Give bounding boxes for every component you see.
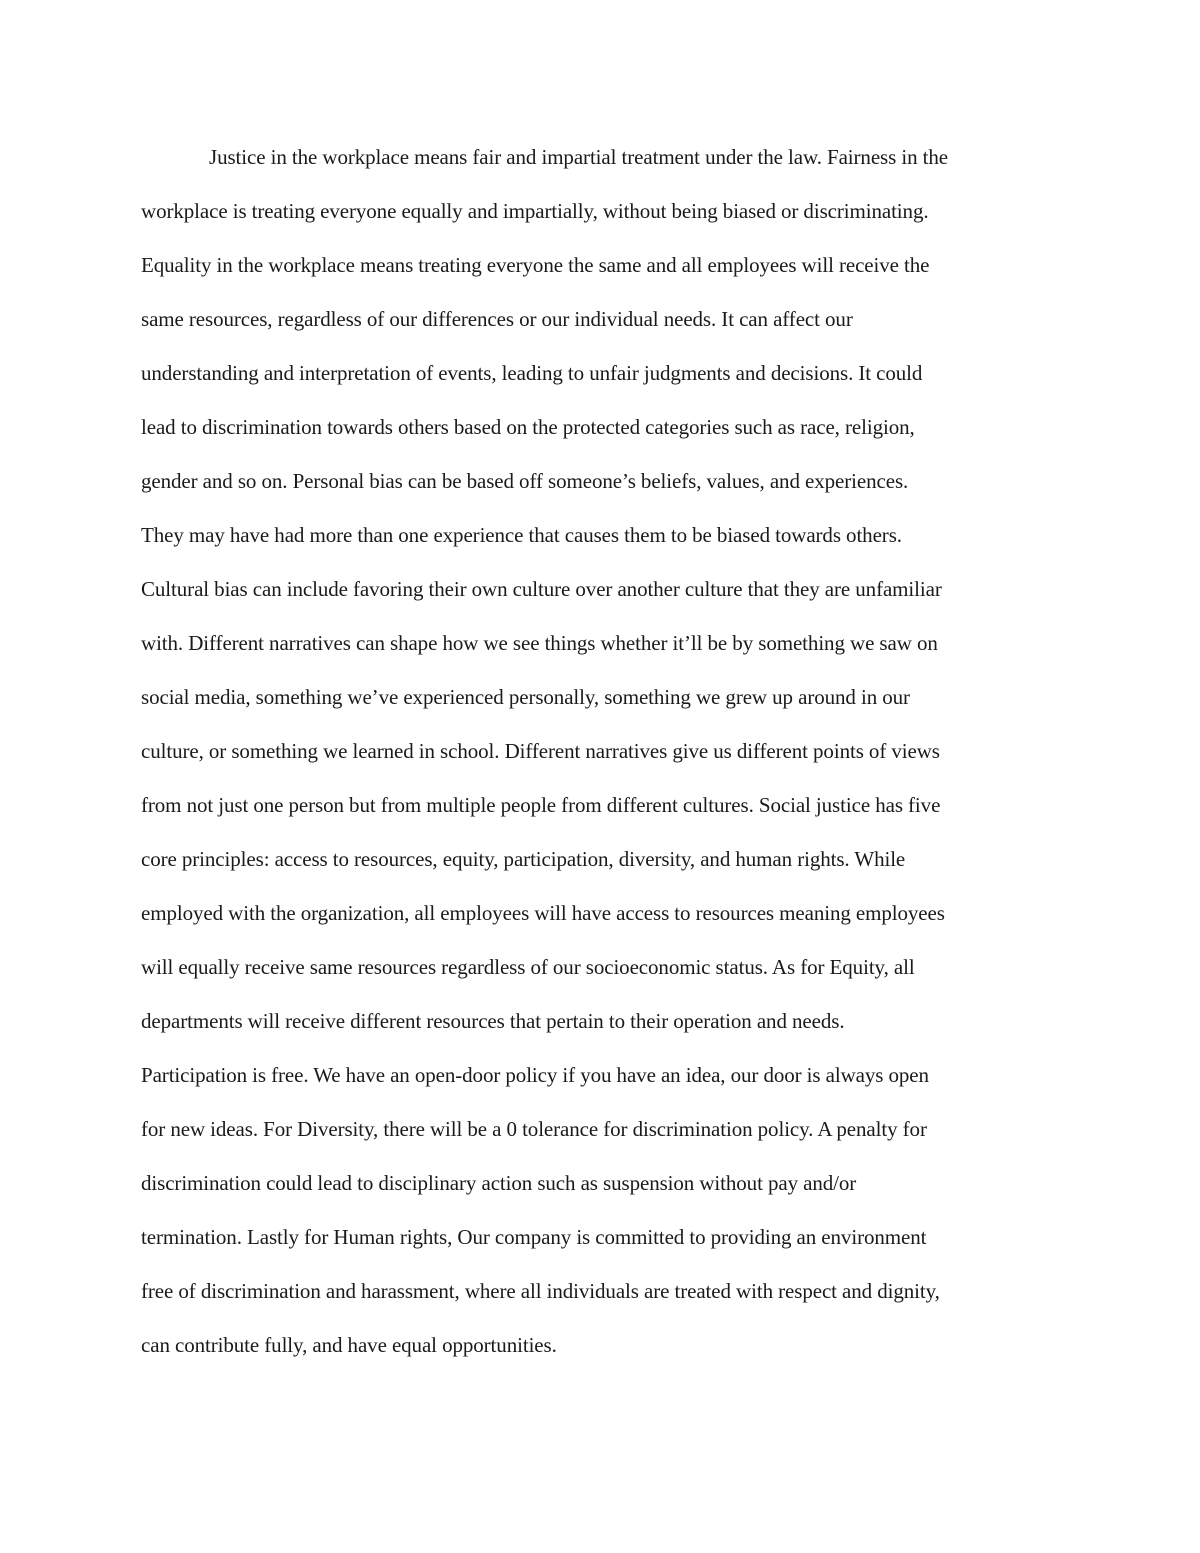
paragraph-line: can contribute fully, and have equal opportunities. [141, 1333, 557, 1357]
paragraph-line: departments will receive different resources that pertain to their operation and needs. [141, 1009, 845, 1033]
body-paragraph [141, 130, 1061, 1372]
paragraph-line: for new ideas. For Diversity, there will be a 0 tolerance for discrimination policy. A penalty for [141, 1117, 927, 1141]
paragraph-line: Participation is free. We have an open-door policy if you have an idea, our door is always open [141, 1063, 929, 1087]
paragraph-line: lead to discrimination towards others based on the protected categories such as race, religion, [141, 415, 915, 439]
paragraph-line: same resources, regardless of our differences or our individual needs. It can affect our [141, 307, 853, 331]
paragraph-line: Equality in the workplace means treating everyone the same and all employees will receive the [141, 253, 930, 277]
paragraph-line: core principles: access to resources, equity, participation, diversity, and human rights. While [141, 847, 906, 871]
paragraph-line: Justice in the workplace means fair and impartial treatment under the law. Fairness in the [209, 145, 948, 169]
paragraph-line: Cultural bias can include favoring their own culture over another culture that they are unfamiliar [141, 577, 942, 601]
paragraph-line: from not just one person but from multiple people from different cultures. Social justice has five [141, 793, 941, 817]
paragraph-line: gender and so on. Personal bias can be based off someone’s beliefs, values, and experiences. [141, 469, 909, 493]
paragraph-line: employed with the organization, all employees will have access to resources meaning employees [141, 901, 945, 925]
paragraph-line: free of discrimination and harassment, where all individuals are treated with respect and dignity, [141, 1279, 940, 1303]
paragraph-line: They may have had more than one experience that causes them to be biased towards others. [141, 523, 902, 547]
paragraph-line: culture, or something we learned in school. Different narratives give us different points of views [141, 739, 940, 763]
paragraph-line: workplace is treating everyone equally and impartially, without being biased or discriminating. [141, 199, 929, 223]
paragraph-line: discrimination could lead to disciplinary action such as suspension without pay and/or [141, 1171, 857, 1195]
paragraph-line: social media, something we’ve experienced personally, something we grew up around in our [141, 685, 910, 709]
paragraph-line: understanding and interpretation of events, leading to unfair judgments and decisions. It could [141, 361, 923, 385]
paragraph-line: with. Different narratives can shape how we see things whether it’ll be by something we saw on [141, 631, 938, 655]
paragraph-line: termination. Lastly for Human rights, Our company is committed to providing an environment [141, 1225, 927, 1249]
paragraph-line: will equally receive same resources regardless of our socioeconomic status. As for Equity, all [141, 955, 915, 979]
